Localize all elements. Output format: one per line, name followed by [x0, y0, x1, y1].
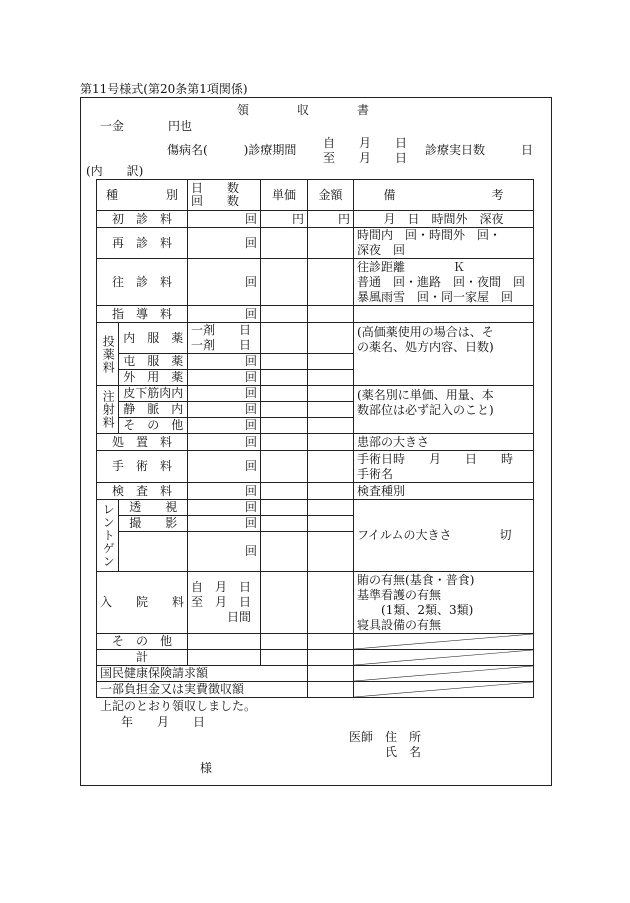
injection-remarks: (薬名別に単価、用量、本 数部位は必ず記入のこと) [354, 386, 534, 434]
guidance-count: 回 [188, 306, 261, 323]
header-remarks: 備 考 [354, 180, 534, 211]
injection-other-unit [261, 418, 308, 434]
revisit-unit [261, 228, 308, 259]
injection-group-label: 注射料 [97, 386, 119, 434]
total-amount [308, 650, 354, 666]
hospitalization-label: 入 院 料 [97, 572, 188, 634]
revisit-label: 再 診 料 [97, 228, 188, 259]
row-surgery [97, 451, 534, 483]
row-xray-fluoroscopy [97, 500, 534, 516]
disease-label: 傷病名( )診療期間 [167, 143, 297, 157]
xray-fluoroscopy-amount [308, 500, 354, 516]
header-amount: 金額 [308, 180, 354, 211]
other-count [188, 634, 261, 650]
other-amount [308, 634, 354, 650]
hospitalization-unit [261, 572, 308, 634]
house-call-remarks: 往診距離 Ｋ 普通 回・進路 回・夜間 回 暴風雨雪 回・同一家屋 回 [354, 259, 534, 306]
xray-radiography-label: 撮 影 [119, 516, 188, 532]
medication-internal-label: 内 服 薬 [119, 323, 188, 354]
medication-external-unit [261, 370, 308, 386]
row-hospitalization [97, 572, 534, 634]
surgery-label: 手 術 料 [97, 451, 188, 483]
doctor-address: 医師 住 所 [349, 730, 422, 744]
surgery-amount [308, 451, 354, 483]
medication-pack-count: 回 [188, 354, 261, 370]
diagonal-line-icon [354, 650, 533, 665]
examination-label: 検 査 料 [97, 483, 188, 500]
medication-external-amount [308, 370, 354, 386]
first-visit-amount: 円 [308, 211, 354, 228]
first-visit-count: 回 [188, 211, 261, 228]
row-nhi-claim [97, 666, 534, 682]
hospitalization-remarks: 賄の有無(基食・普食) 基準看護の有無 (1類、2類、3類) 寝具設備の有無 [354, 572, 534, 634]
medication-internal-count: 一剤 日 一剤 日 [188, 323, 261, 354]
fee-table [96, 179, 534, 698]
row-copay [97, 682, 534, 698]
copay-label: 一部負担金又は実費徴収額 [97, 682, 308, 698]
row-injection-subcutaneous [97, 386, 534, 402]
surgery-unit [261, 451, 308, 483]
injection-other-amount [308, 418, 354, 434]
treatment-label: 処 置 料 [97, 434, 188, 451]
total-label: 計 [97, 650, 188, 666]
treatment-count: 回 [188, 434, 261, 451]
injection-subcutaneous-amount [308, 386, 354, 402]
row-examination [97, 483, 534, 500]
xray-blank-unit [261, 532, 308, 572]
nhi-claim-label: 国民健康保険請求額 [97, 666, 308, 682]
medication-pack-unit [261, 354, 308, 370]
first-visit-label: 初 診 料 [97, 211, 188, 228]
injection-subcutaneous-label: 皮下筋肉内 [119, 386, 188, 402]
xray-remarks: フイルムの大きさ 切 [354, 500, 534, 572]
medication-external-label: 外 用 薬 [119, 370, 188, 386]
hospitalization-period: 自 月 日 至 月 日 日間 [188, 572, 261, 634]
days-label: 診療実日数 日 [425, 143, 534, 157]
xray-fluoroscopy-label: 透 視 [119, 500, 188, 516]
surgery-count: 回 [188, 451, 261, 483]
header-category: 種 別 [97, 180, 188, 211]
injection-intravenous-count: 回 [188, 402, 261, 418]
copay-amount [308, 682, 354, 698]
diagonal-line-icon [354, 682, 533, 697]
row-revisit [97, 228, 534, 259]
house-call-amount [308, 259, 354, 306]
treatment-amount [308, 434, 354, 451]
injection-subcutaneous-count: 回 [188, 386, 261, 402]
diagonal-line-icon [354, 634, 533, 649]
xray-blank-count: 回 [188, 532, 261, 572]
row-house-call [97, 259, 534, 306]
xray-fluoroscopy-unit [261, 500, 308, 516]
receipt-text: 上記のとおり領収しました。 [100, 699, 257, 713]
examination-amount [308, 483, 354, 500]
amount-suffix: 円也 [168, 119, 193, 133]
other-unit [261, 634, 308, 650]
header-days-times: 日 数 回 数 [188, 180, 261, 211]
examination-unit [261, 483, 308, 500]
breakdown-label: (内 訳) [86, 164, 144, 178]
row-medication-internal [97, 323, 534, 354]
total-unit [261, 650, 308, 666]
medication-internal-amount [308, 323, 354, 354]
amount-prefix: 一金 [100, 119, 125, 133]
injection-intravenous-label: 静 脈 内 [119, 402, 188, 418]
examination-remarks: 検査種別 [354, 483, 534, 500]
period-to: 至 月 日 [323, 151, 408, 165]
row-other [97, 634, 534, 650]
first-visit-unit: 円 [261, 211, 308, 228]
guidance-amount [308, 306, 354, 323]
house-call-label: 往 診 料 [97, 259, 188, 306]
xray-group-label: レントゲン [97, 500, 119, 572]
medication-external-count: 回 [188, 370, 261, 386]
xray-radiography-amount [308, 516, 354, 532]
total-count [188, 650, 261, 666]
medication-pack-amount [308, 354, 354, 370]
revisit-remarks: 時間内 回・時間外 回・ 深夜 回 [354, 228, 534, 259]
doctor-name: 氏 名 [385, 745, 422, 759]
first-visit-remarks: 月 日 時間外 深夜 [354, 211, 534, 228]
row-first-visit [97, 211, 534, 228]
hospitalization-amount [308, 572, 354, 634]
row-treatment [97, 434, 534, 451]
medication-group-label: 投薬料 [97, 323, 119, 386]
other-remarks-crossed [354, 634, 534, 650]
revisit-amount [308, 228, 354, 259]
injection-other-label: そ の 他 [119, 418, 188, 434]
medication-remarks: (高価薬使用の場合は、そ の薬名、処方内容、日数) [354, 323, 534, 386]
table-header-row [97, 180, 534, 211]
house-call-unit [261, 259, 308, 306]
medication-pack-label: 屯 服 薬 [119, 354, 188, 370]
medication-internal-unit [261, 323, 308, 354]
period-from: 自 月 日 [323, 136, 408, 150]
injection-intravenous-amount [308, 402, 354, 418]
total-remarks-crossed [354, 650, 534, 666]
revisit-count: 回 [188, 228, 261, 259]
xray-blank-amount [308, 532, 354, 572]
guidance-label: 指 導 料 [97, 306, 188, 323]
injection-other-count: 回 [188, 418, 261, 434]
nhi-claim-remarks-crossed [354, 666, 534, 682]
xray-blank-label [119, 532, 188, 572]
injection-subcutaneous-unit [261, 386, 308, 402]
guidance-unit [261, 306, 308, 323]
nhi-claim-amount [308, 666, 354, 682]
examination-count: 回 [188, 483, 261, 500]
treatment-remarks: 患部の大きさ [354, 434, 534, 451]
form-number: 第11号様式(第20条第1項関係) [80, 82, 248, 96]
receipt-date: 年 月 日 [121, 715, 206, 729]
treatment-unit [261, 434, 308, 451]
house-call-count: 回 [188, 259, 261, 306]
other-label: そ の 他 [97, 634, 188, 650]
surgery-remarks: 手術日時 月 日 時 手術名 [354, 451, 534, 483]
addressee-suffix: 様 [200, 761, 213, 775]
header-unit-price: 単価 [261, 180, 308, 211]
guidance-remarks [354, 306, 534, 323]
xray-radiography-count: 回 [188, 516, 261, 532]
row-total [97, 650, 534, 666]
row-guidance [97, 306, 534, 323]
injection-intravenous-unit [261, 402, 308, 418]
document-title: 領 収 書 [237, 103, 370, 117]
xray-fluoroscopy-count: 回 [188, 500, 261, 516]
diagonal-line-icon [354, 666, 533, 681]
xray-radiography-unit [261, 516, 308, 532]
copay-remarks-crossed [354, 682, 534, 698]
